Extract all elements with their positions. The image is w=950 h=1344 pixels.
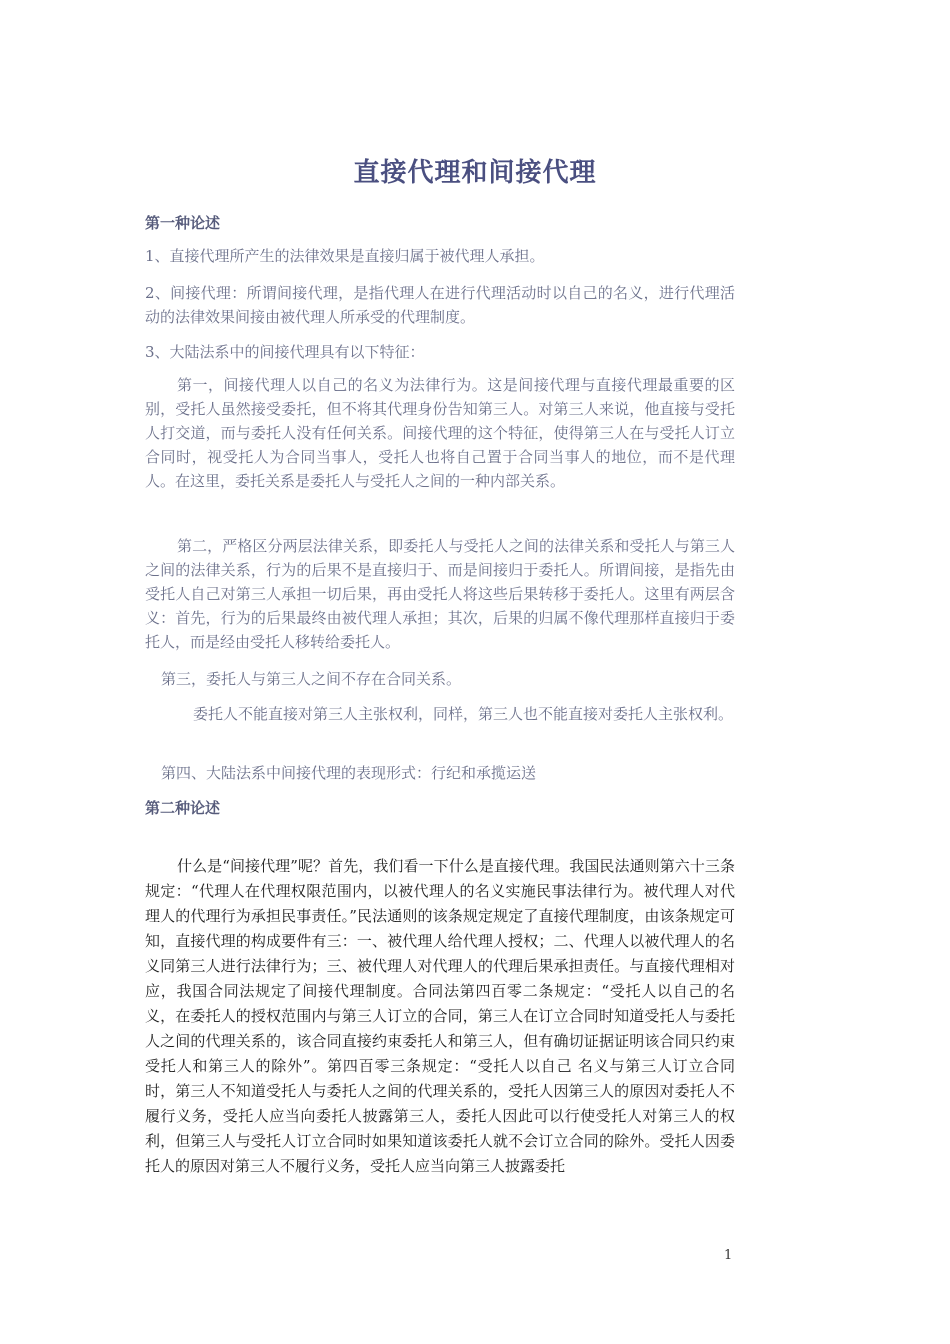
- paragraph: 第四、大陆法系中间接代理的表现形式：行纪和承揽运送: [161, 764, 537, 782]
- paragraph: 什么是“间接代理”呢？首先，我们看一下什么是直接代理。我国民法通则第六十三条规定：“代理人在代理权限范围内，以被代理人的名义实施民事法律行为。被代理人对代理人的代理行为承担民事责任。”民法通则的该条规定规定了直接代理制度，由该条规定可知，直接代理的构成要件有三：一、被代理人给代理人授权；二、代理人以被代理人的名义同第三人进行法律行为；三、被代理人对代理人的代理后果承担责任。与直接代理相对应，我国合同法规定了间接代理制度。合同法第四百零二条规定：“受托人以自己的名义，在委托人的授权范围内与第三人订立的合同，第三人在订立合同时知道受托人与委托人之间的代理关系的，该合同直接约束委托人和第三人，但有确切证据证明该合同只约束受托人和第三人的除外”。第四百零三条规定：“受托人以自己 名义与第三人订立合同时，第三人不知道受托人与委托人之间的代理关系的，受托人因第三人的原因对委托人不履行义务，受托人应当向委托人披露第三人，委托人因此可以行使受托人对第三人的权利，但第三人与受托人订立合同时如果知道该委托人就不会订立合同的除外。受托人因委托人的原因对第三人不履行义务，受托人应当向第三人披露委托: [145, 857, 735, 1175]
- paragraph: 第三，委托人与第三人之间不存在合同关系。: [161, 670, 462, 688]
- paragraph: 3、大陆法系中的间接代理具有以下特征：: [145, 343, 425, 361]
- section-heading-1: 第一种论述: [145, 214, 221, 232]
- paragraph: 1、直接代理所产生的法律效果是直接归属于被代理人承担。: [145, 247, 545, 265]
- paragraph: 委托人不能直接对第三人主张权利，同样，第三人也不能直接对委托人主张权利。: [193, 705, 734, 723]
- paragraph: 第二，严格区分两层法律关系，即委托人与受托人之间的法律关系和受托人与第三人之间的法律关系，行为的后果不是直接归于、而是间接归于委托人。所谓间接，是指先由受托人自己对第三人承担一切后果，再由受托人将这些后果转移于委托人。这里有两层含义：首先，行为的后果最终由被代理人承担；其次，后果的归属不像代理那样直接归于委托人，而是经由受托人移转给委托人。: [145, 537, 735, 651]
- section-heading-2: 第二种论述: [145, 799, 221, 817]
- page-number: 1: [724, 1248, 733, 1263]
- paragraph: 第一，间接代理人以自己的名义为法律行为。这是间接代理与直接代理最重要的区别，受托人虽然接受委托，但不将其代理身份告知第三人。对第三人来说，他直接与受托人打交道，而与委托人没有任何关系。间接代理的这个特征，使得第三人在与受托人订立合同时，视受托人为合同当事人，受托人也将自己置于合同当事人的地位，而不是代理人。在这里，委托关系是委托人与受托人之间的一种内部关系。: [145, 376, 735, 490]
- document-title: 直接代理和间接代理: [353, 158, 597, 188]
- paragraph: 2、间接代理：所谓间接代理，是指代理人在进行代理活动时以自己的名义，进行代理活动的法律效果间接由被代理人所承受的代理制度。: [145, 284, 735, 326]
